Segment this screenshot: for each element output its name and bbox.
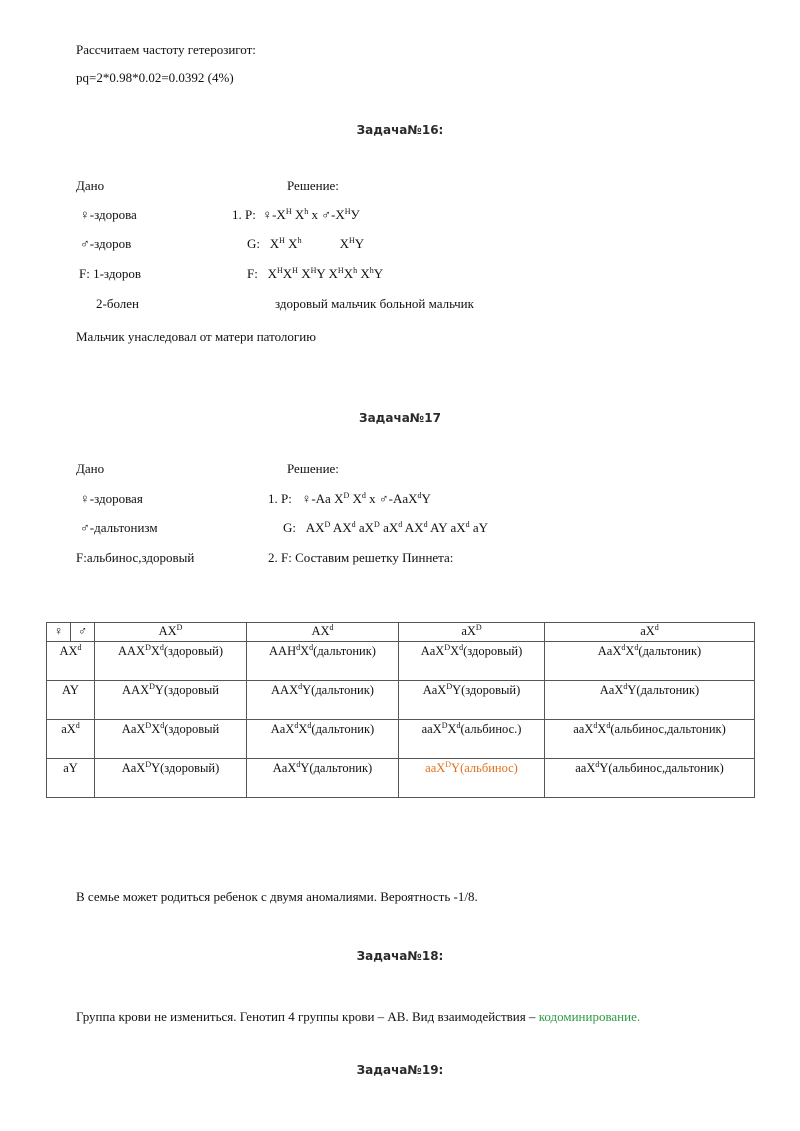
task17-given: Дано bbox=[76, 461, 105, 476]
punnett-row-header: $aX^d$ bbox=[47, 720, 95, 759]
punnett-corner bbox=[47, 623, 95, 642]
task17-given-3: F:альбинос,здоровый bbox=[76, 550, 195, 565]
task16-given-2: ♂-здоров bbox=[80, 236, 132, 251]
punnett-cell: $aaX^DX^d(альбинос.)$ bbox=[399, 720, 545, 759]
punnett-cell: AaX$^D$Y(здоровый) bbox=[399, 681, 545, 720]
punnett-col-header: $AX^d$ bbox=[247, 623, 399, 642]
task16-offspring: F: $X^HX^H$ $X^HY$ $X^HX^h$ $X^hY$ bbox=[247, 266, 384, 281]
punnett-cell: aaX$^d$Y(альбинос,дальтоник) bbox=[545, 759, 755, 798]
punnett-row-header: AY bbox=[47, 681, 95, 720]
probability-text: В семье может родиться ребенок с двумя аномалиями. Вероятность -1/8. bbox=[76, 889, 478, 904]
punnett-cell: $aaX^dX^d(альбинос,дальтоник)$ bbox=[545, 720, 755, 759]
task17-given-2: ♂-дальтонизм bbox=[80, 520, 158, 535]
punnett-cell: $AaX^DX^d(здоровый)$ bbox=[399, 642, 545, 681]
formula-text: pq=2*0.98*0.02=0.0392 (4%) bbox=[76, 70, 234, 85]
task16-title: Задача№16: bbox=[356, 123, 444, 137]
punnett-cell: $AAX^DX^d(здоровый)$ bbox=[95, 642, 247, 681]
punnett-cell: $AaX^DX^d(здоровый$ bbox=[95, 720, 247, 759]
punnett-row bbox=[47, 720, 755, 759]
punnett-cell: AAX$^d$Y(дальтоник) bbox=[247, 681, 399, 720]
task16-description: здоровый мальчик больной мальчик bbox=[275, 296, 474, 311]
task17-solution: Решение: bbox=[287, 461, 339, 476]
heterozygote-text: Рассчитаем частоту гетерозигот: bbox=[76, 42, 256, 57]
punnett-cell: AaX$^D$Y(здоровый) bbox=[95, 759, 247, 798]
male-symbol: ♂ bbox=[77, 624, 88, 638]
task19-title: Задача№19: bbox=[356, 1063, 444, 1077]
punnett-cell-highlighted: aaX$^D$Y(альбинос) bbox=[399, 759, 545, 798]
punnett-cell: $AAX^DY(здоровый$ bbox=[95, 681, 247, 720]
punnett-row-header: $AX^d$ bbox=[47, 642, 95, 681]
task16-given-4: 2-болен bbox=[96, 296, 139, 311]
task16-given: Дано bbox=[76, 178, 105, 193]
task16-given-1: ♀-здорова bbox=[80, 207, 137, 222]
task16-parents: 1. P: $♀-X^H$ $X^h$ x $♂-X^HУ$ bbox=[232, 207, 360, 222]
punnett-col-header: $AX^D$ bbox=[95, 623, 247, 642]
task17-step2: 2. F: Составим решетку Пиннета: bbox=[268, 550, 454, 565]
punnett-row bbox=[47, 681, 755, 720]
codominance-term: кодоминирование. bbox=[538, 1009, 641, 1024]
task18-title: Задача№18: bbox=[356, 949, 444, 963]
punnett-square bbox=[46, 622, 755, 798]
punnett-row-header: aY bbox=[47, 759, 95, 798]
punnett-row bbox=[47, 642, 755, 681]
task16-conclusion: Мальчик унаследовал от матери патологию bbox=[76, 329, 316, 344]
punnett-cell: $AAH^dX^d(дальтоник)$ bbox=[247, 642, 399, 681]
task17-gametes: G: $AX^D$ $AX^d$ $aX^D$ $aX^d$ $AX^d$ AY $aX^d$ aY bbox=[283, 520, 489, 535]
punnett-cell: $AaX^dX^d(дальтоник)$ bbox=[247, 720, 399, 759]
punnett-col-header: $aX^d$ bbox=[545, 623, 755, 642]
task17-title: Задача№17 bbox=[359, 411, 441, 425]
female-symbol: ♀ bbox=[47, 623, 71, 641]
task16-solution: Решение: bbox=[287, 178, 339, 193]
punnett-col-header: $aX^D$ bbox=[399, 623, 545, 642]
punnett-cell: AaX$^d$Y(дальтоник) bbox=[545, 681, 755, 720]
task17-given-1: ♀-здоровая bbox=[80, 491, 143, 506]
punnett-row bbox=[47, 759, 755, 798]
task16-given-3: F: 1-здоров bbox=[79, 266, 142, 281]
punnett-cell: AaX$^d$Y(дальтоник) bbox=[247, 759, 399, 798]
task18-text: Группа крови не измениться. Генотип 4 группы крови – АВ. Вид взаимодействия – кодоминирование. bbox=[76, 1009, 641, 1024]
task17-parents: 1. P: ♀-Aa $X^D$ $X^d$ x ♂-AaX$^d$Y bbox=[268, 491, 431, 506]
punnett-cell: $AaX^dX^d(дальтоник)$ bbox=[545, 642, 755, 681]
punnett-header-row bbox=[47, 623, 755, 642]
task16-gametes: G: $X^H$ $X^h$ $X^HY$ bbox=[247, 236, 365, 251]
